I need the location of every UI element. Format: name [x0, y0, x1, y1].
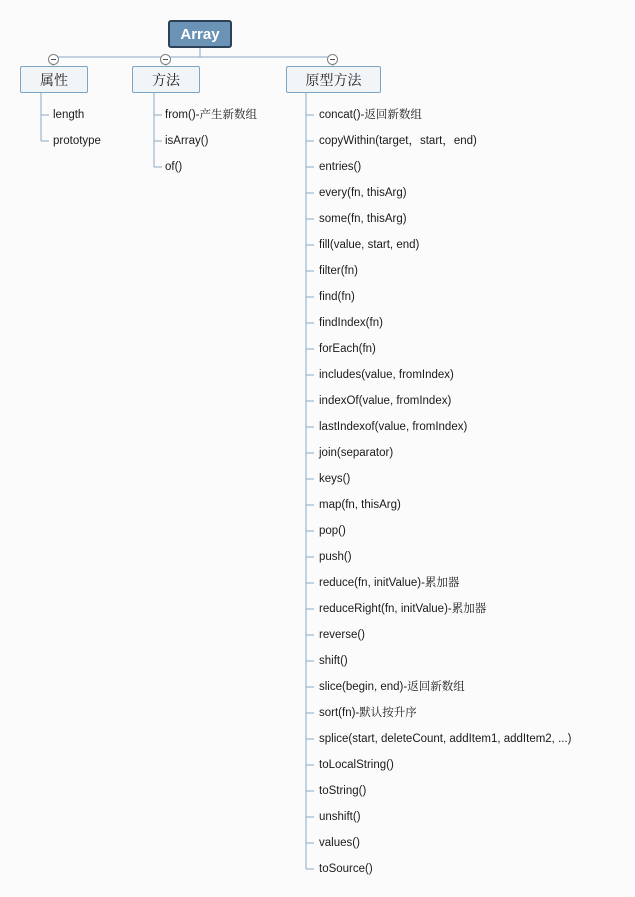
- leaf-node-item[interactable]: join(separator): [319, 447, 394, 459]
- leaf-node-item[interactable]: map(fn, thisArg): [319, 499, 401, 511]
- leaf-node-item[interactable]: indexOf(value, fromIndex): [319, 395, 452, 407]
- leaf-node-item[interactable]: fill(value, start, end): [319, 239, 420, 251]
- branch-node-methods[interactable]: 方法: [132, 66, 200, 93]
- collapse-toggle-icon[interactable]: [160, 54, 171, 65]
- leaf-node-item[interactable]: slice(begin, end)-返回新数组: [319, 681, 465, 693]
- leaf-node-item[interactable]: findIndex(fn): [319, 317, 383, 329]
- leaf-node-item[interactable]: reduce(fn, initValue)-累加器: [319, 577, 460, 589]
- leaf-node-item[interactable]: keys(): [319, 473, 351, 485]
- leaf-node-item[interactable]: length: [53, 109, 85, 121]
- leaf-node-item[interactable]: from()-产生新数组: [165, 109, 257, 121]
- leaf-node-item[interactable]: lastIndexof(value, fromIndex): [319, 421, 468, 433]
- leaf-node-item[interactable]: isArray(): [165, 135, 209, 147]
- leaf-node-item[interactable]: concat()-返回新数组: [319, 109, 422, 121]
- leaf-node-item[interactable]: prototype: [53, 135, 101, 147]
- leaf-node-item[interactable]: every(fn, thisArg): [319, 187, 407, 199]
- branch-node-prototype-methods[interactable]: 原型方法: [286, 66, 381, 93]
- leaf-node-item[interactable]: forEach(fn): [319, 343, 376, 355]
- leaf-node-item[interactable]: toSource(): [319, 863, 373, 875]
- leaf-node-item[interactable]: copyWithin(target，start，end): [319, 135, 477, 147]
- leaf-node-item[interactable]: reverse(): [319, 629, 366, 641]
- leaf-node-item[interactable]: sort(fn)-默认按升序: [319, 707, 417, 719]
- leaf-node-item[interactable]: splice(start, deleteCount, addItem1, addItem2, ...): [319, 733, 572, 745]
- leaf-node-item[interactable]: find(fn): [319, 291, 355, 303]
- leaf-node-item[interactable]: unshift(): [319, 811, 361, 823]
- leaf-node-item[interactable]: entries(): [319, 161, 362, 173]
- leaf-node-item[interactable]: reduceRight(fn, initValue)-累加器: [319, 603, 487, 615]
- leaf-node-item[interactable]: pop(): [319, 525, 346, 537]
- leaf-node-item[interactable]: filter(fn): [319, 265, 358, 277]
- collapse-toggle-icon[interactable]: [327, 54, 338, 65]
- root-node-array[interactable]: Array: [168, 20, 232, 48]
- collapse-toggle-icon[interactable]: [48, 54, 59, 65]
- leaf-node-item[interactable]: values(): [319, 837, 360, 849]
- leaf-node-item[interactable]: push(): [319, 551, 352, 563]
- leaf-node-item[interactable]: toLocalString(): [319, 759, 394, 771]
- leaf-node-item[interactable]: shift(): [319, 655, 348, 667]
- leaf-node-item[interactable]: toString(): [319, 785, 367, 797]
- leaf-node-item[interactable]: some(fn, thisArg): [319, 213, 407, 225]
- leaf-node-item[interactable]: of(): [165, 161, 183, 173]
- leaf-node-item[interactable]: includes(value, fromIndex): [319, 369, 454, 381]
- branch-node-properties[interactable]: 属性: [20, 66, 88, 93]
